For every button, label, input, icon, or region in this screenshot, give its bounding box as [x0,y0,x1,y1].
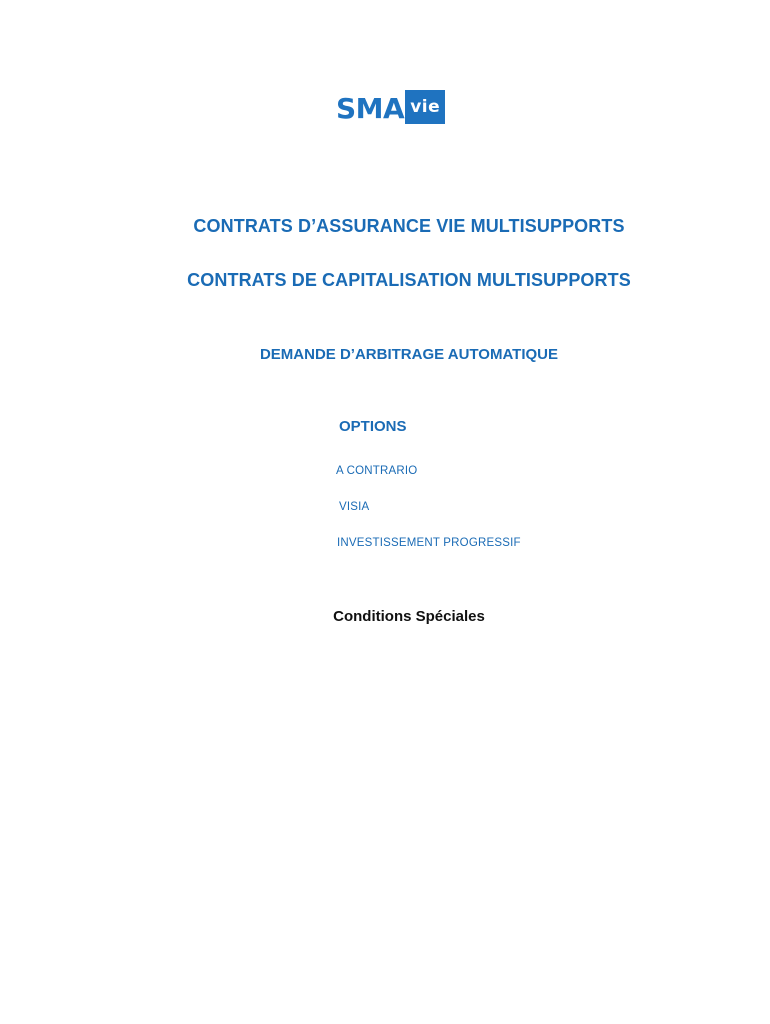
document-subtitle: DEMANDE D’ARBITRAGE AUTOMATIQUE [259,346,559,363]
option-item-investissement-progressif: INVESTISSEMENT PROGRESSIF [337,537,521,549]
logo-suffix-badge: vie [405,90,445,124]
option-item-visia: VISIA [339,501,370,513]
document-title-line-1: CONTRATS D’ASSURANCE VIE MULTISUPPORTS [193,216,625,236]
option-item-a-contrario: A CONTRARIO [336,465,418,477]
document-title-line-2: CONTRATS DE CAPITALISATION MULTISUPPORTS [187,270,631,290]
logo-brand-text: SMA [336,92,405,125]
options-heading: OPTIONS [339,418,407,435]
conditions-speciales-heading: Conditions Spéciales [333,608,485,625]
sma-vie-logo [336,88,445,124]
